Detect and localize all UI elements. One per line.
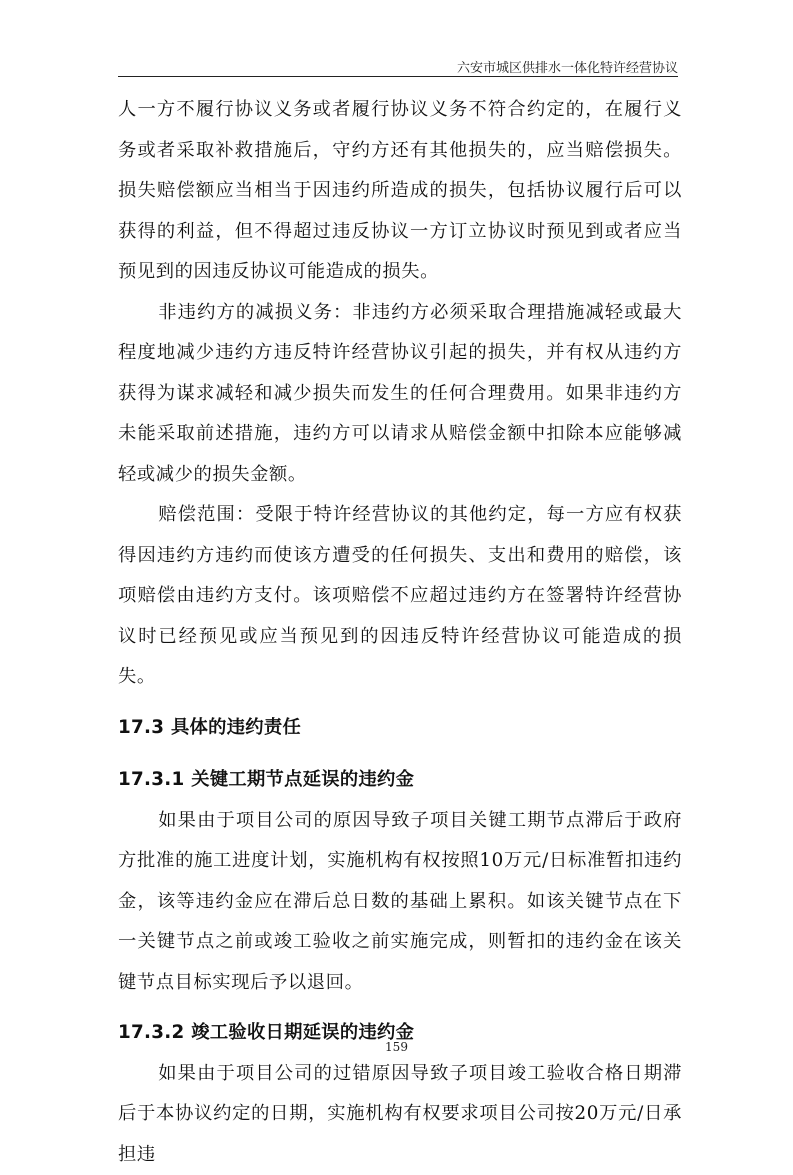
header-rule	[118, 76, 678, 77]
section-heading-17-3-2: 17.3.2 竣工验收日期延误的违约金	[118, 1013, 682, 1054]
paragraph-completion-delay: 如果由于项目公司的过错原因导致子项目竣工验收合格日期滞后于本协议约定的日期，实施机构有权要求项目公司按20万元/日承担违	[118, 1054, 682, 1175]
paragraph-mitigation-duty: 非违约方的减损义务：非违约方必须采取合理措施减轻或最大程度地减少违约方违反特许经营协议引起的损失，并有权从违约方获得为谋求减轻和减少损失而发生的任何合理费用。如果非违约方未能采取前述措施，违约方可以请求从赔偿金额中扣除本应能够减轻或减少的损失金额。	[118, 293, 682, 496]
page-number: 159	[0, 1040, 793, 1054]
paragraph-continuation: 人一方不履行协议义务或者履行协议义务不符合约定的，在履行义务或者采取补救措施后，守约方还有其他损失的，应当赔偿损失。损失赔偿额应当相当于因违约所造成的损失，包括协议履行后可以获得的利益，但不得超过违反协议一方订立协议时预见到或者应当预见到的因违反协议可能造成的损失。	[118, 90, 682, 293]
paragraph-compensation-scope: 赔偿范围：受限于特许经营协议的其他约定，每一方应有权获得因违约方违约而使该方遭受的任何损失、支出和费用的赔偿，该项赔偿由违约方支付。该项赔偿不应超过违约方在签署特许经营协议时已经预见或应当预见到的因违反特许经营协议可能造成的损失。	[118, 495, 682, 698]
body-text	[118, 90, 682, 1175]
section-heading-17-3: 17.3 具体的违约责任	[118, 708, 682, 749]
paragraph-milestone-delay: 如果由于项目公司的原因导致子项目关键工期节点滞后于政府方批准的施工进度计划，实施机构有权按照10万元/日标准暂扣违约金，该等违约金应在滞后总日数的基础上累积。如该关键节点在下一关键节点之前或竣工验收之前实施完成，则暂扣的违约金在该关键节点目标实现后予以退回。	[118, 801, 682, 1004]
section-heading-17-3-1: 17.3.1 关键工期节点延误的违约金	[118, 760, 682, 801]
running-header: 六安市城区供排水一体化特许经营协议	[118, 57, 678, 76]
